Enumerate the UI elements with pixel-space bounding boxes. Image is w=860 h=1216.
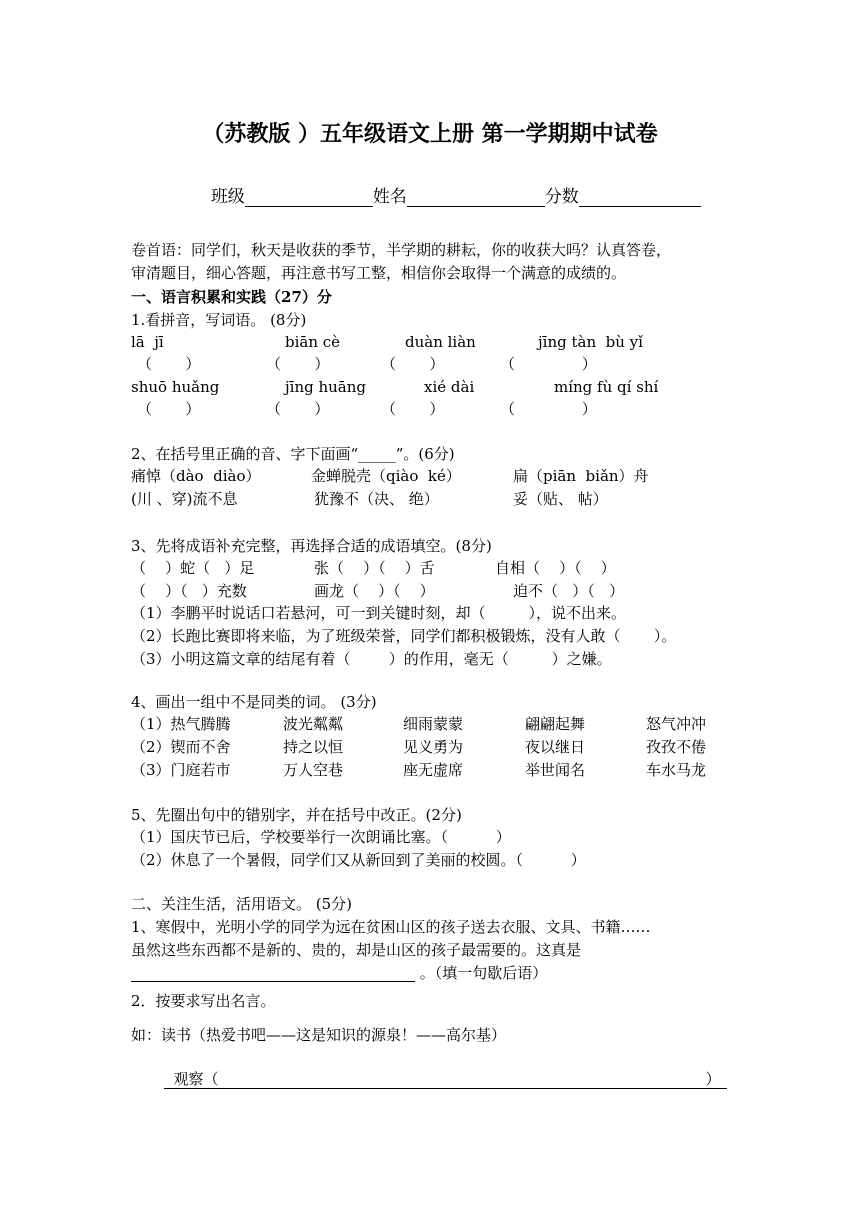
class-blank[interactable] xyxy=(245,188,373,207)
header-info xyxy=(200,162,701,207)
section1-heading: 一、语言积累和实践（27）分 xyxy=(131,288,332,306)
q4-word[interactable]: 翩翩起舞 xyxy=(525,715,586,733)
q1-title: 1.看拼音，写词语。 (8分) xyxy=(131,311,307,329)
q1-pinyin-8: míng fù qí shí xyxy=(554,378,659,396)
q4-word[interactable]: （3）门庭若市 xyxy=(131,761,231,779)
q2-item: 犹豫不（决、 绝） xyxy=(314,490,439,508)
q3-idiom: 迫不（ ）（ ） xyxy=(513,582,625,600)
q4-word[interactable]: （2）锲而不舍 xyxy=(131,738,231,756)
q1-pinyin-6: jīng huāng xyxy=(285,378,367,396)
q2-item: 痛悼（dào diào） xyxy=(131,467,261,485)
page-title: （苏教版 ）五年级语文上册 第一学期期中试卷 xyxy=(202,121,658,147)
q1-blank[interactable]: （ ） xyxy=(266,400,330,418)
q3-sentence-2: （2）长跑比赛即将来临，为了班级荣誉，同学们都积极锻炼，没有人敢（ ）。 xyxy=(131,627,677,645)
q2-item: (川 、穿)流不息 xyxy=(131,490,238,508)
name-blank[interactable] xyxy=(407,188,545,207)
class-label: 班级 xyxy=(210,187,245,207)
q1-blank[interactable]: （ ） xyxy=(137,400,201,418)
q3-idiom: （ ）蛇（ ）足 xyxy=(131,559,255,577)
q3-sentence-1: （1）李鹏平时说话口若悬河，可一到关键时刻，却（ ），说不出来。 xyxy=(131,604,626,622)
q2-item: 妥（贴、 帖） xyxy=(513,490,608,508)
observe-close: ） xyxy=(705,1070,721,1088)
q3-idiom: （ ）（ ）充数 xyxy=(131,582,247,600)
q3-sentence-3: （3）小明这篇文章的结尾有着（ ）的作用，毫无（ ）之嫌。 xyxy=(131,650,612,668)
q1-blank[interactable]: （ ） xyxy=(137,355,201,373)
q3-idiom: 自相（ ）（ ） xyxy=(495,559,616,577)
q4-word[interactable]: 举世闻名 xyxy=(525,761,586,779)
s2-q1-line-3 xyxy=(131,963,547,982)
q4-word[interactable]: 夜以继日 xyxy=(525,738,586,756)
q1-blank[interactable]: （ ） xyxy=(266,355,330,373)
q4-word[interactable]: 车水马龙 xyxy=(646,761,707,779)
q2-title: 2、在括号里正确的音、字下面画“_____”。(6分) xyxy=(131,445,455,463)
score-blank[interactable] xyxy=(579,188,701,207)
q5-sentence-2[interactable]: （2）休息了一个暑假，同学们又从新回到了美丽的校圆。（ ） xyxy=(131,851,586,869)
q1-pinyin-4: jīng tàn bù yǐ xyxy=(538,333,643,351)
q1-pinyin-7: xié dài xyxy=(424,378,475,396)
q5-title: 5、先圈出句中的错别字，并在括号中改正。(2分) xyxy=(131,806,462,824)
name-label: 姓名 xyxy=(372,187,407,207)
s2-q2-title: 2．按要求写出名言。 xyxy=(131,992,276,1010)
q2-item: 扁（piān biǎn）舟 xyxy=(513,467,649,485)
saying-blank[interactable] xyxy=(131,963,415,982)
q1-pinyin-5: shuō huǎng xyxy=(131,378,220,396)
q4-word[interactable]: 怒气冲冲 xyxy=(646,715,707,733)
q1-blank[interactable]: （ ） xyxy=(381,400,445,418)
q4-word[interactable]: 波光粼粼 xyxy=(283,715,344,733)
score-label: 分数 xyxy=(544,187,579,207)
q1-pinyin-2: biān cè xyxy=(285,333,341,351)
q4-word[interactable]: 孜孜不倦 xyxy=(646,738,707,756)
q3-title: 3、先将成语补充完整，再选择合适的成语填空。(8分) xyxy=(131,537,492,555)
s2-q1-hint: 。（填一句歇后语） xyxy=(415,964,548,982)
s2-q1-line-2: 虽然这些东西都不是新的、贵的，却是山区的孩子最需要的。这真是 xyxy=(131,941,582,959)
q4-word[interactable]: 座无虚席 xyxy=(403,761,464,779)
intro-line-2: 审清题目，细心答题，再注意书写工整，相信你会取得一个满意的成绩的。 xyxy=(131,264,627,282)
q4-word[interactable]: 细雨蒙蒙 xyxy=(403,715,464,733)
q4-title: 4、画出一组中不是同类的词。 (3分) xyxy=(131,693,377,711)
q3-idiom: 张（ ）（ ）舌 xyxy=(314,559,435,577)
q2-item: 金蝉脱壳（qiào ké） xyxy=(311,467,461,485)
q1-pinyin-1: lā jī xyxy=(131,333,164,351)
q4-word[interactable]: 见义勇为 xyxy=(403,738,464,756)
q3-idiom: 画龙（ ）（ ） xyxy=(314,582,435,600)
q1-blank-long[interactable]: （ ） xyxy=(500,400,597,418)
s2-q1-line-1: 1、寒假中，光明小学的同学为远在贫困山区的孩子送去衣服、文具、书籍…… xyxy=(131,918,651,936)
observe-label: 观察（ xyxy=(173,1070,219,1088)
q4-word[interactable]: 持之以恒 xyxy=(283,738,344,756)
intro-line-1: 卷首语：同学们，秋天是收获的季节，半学期的耕耘，你的收获大吗？认真答卷， xyxy=(131,241,672,259)
q4-word[interactable]: 万人空巷 xyxy=(283,761,344,779)
q1-blank[interactable]: （ ） xyxy=(381,355,445,373)
s2-example: 如：读书（热爱书吧——这是知识的源泉！——高尔基） xyxy=(131,1026,507,1044)
q4-word[interactable]: （1）热气腾腾 xyxy=(131,715,231,733)
section2-heading: 二、关注生活，活用语文。 (5分) xyxy=(131,895,353,913)
q1-blank-long[interactable]: （ ） xyxy=(500,355,597,373)
q5-sentence-1[interactable]: （1）国庆节已后，学校要举行一次朗诵比塞。（ ） xyxy=(131,828,511,846)
q1-pinyin-3: duàn liàn xyxy=(405,333,476,351)
observe-line xyxy=(164,1052,727,1089)
